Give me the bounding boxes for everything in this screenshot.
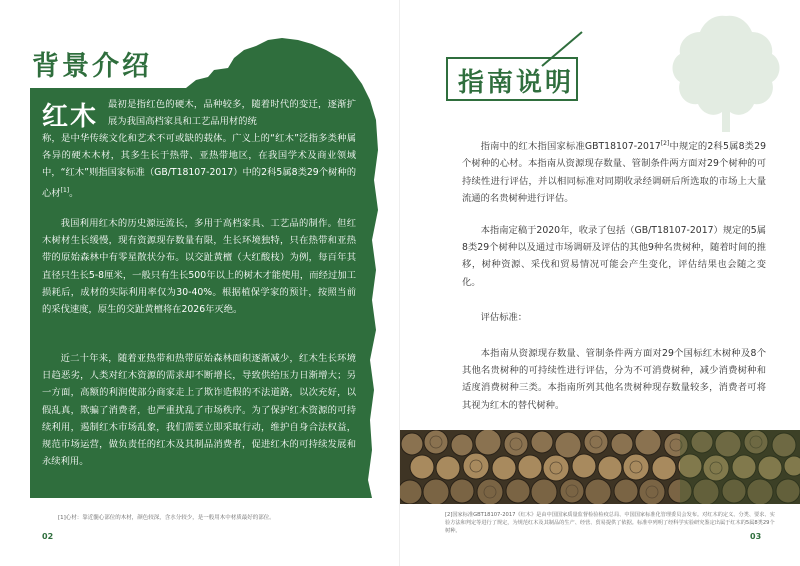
intro-rest-text: 称，是中华传统文化和艺术不可或缺的载体。广义上的“红木”泛指多类种属各异的硬木木材，其多生长于热带、亚热带地区，在我国学术及商业领域中，“红木”则指国家标准（GB/T18107-2017）中的2科5属8类29个树种的心材 (42, 133, 356, 199)
guide-date-paragraph: 本指南定稿于2020年，收录了包括（GB/T18107-2017）规定的5属8类29个树种以及通过市场调研及评估的其他9种名贵树种，随着时间的推移，树种资源、采伐和贸易情况可能会产生变化，评估结果也会随之变化。 (462, 225, 766, 288)
intro-first-line: 最初是指红色的硬木，品种较多，随着时代的变迁，逐渐扩展为我国高档家具和工艺品用材的统 (108, 99, 356, 128)
timber-logs-photo (400, 430, 800, 504)
history-paragraph: 我国利用红木的历史源远流长，多用于高档家具、工艺品的制作。但红木树材生长缓慢，现有资源现存数量有限，生长环境独特，只在热带和亚热带的原始森林中有零星散状分布。以交趾黄檀（大红酸枝）为例，每百年其直径只生长5-8厘米，一般只有生长500年以上的树木才能使用，而经过加工损耗后，成材的实际利用率仅为30-40%。根据植保学家的预计，按照当前的采伐速度，原生的交趾黄檀将在2026年灭绝。 (42, 218, 356, 316)
intro-end: 。 (69, 187, 79, 199)
left-section-title: 背景介绍 (32, 51, 152, 82)
hongmu-heading: 红木 (42, 102, 99, 132)
tree-watermark-icon (666, 8, 786, 138)
left-footnote: [1]心材：靠近髓心部位的木材，颜色较深，含水分较少，是一般用木中材质最好的部位。 (58, 515, 275, 521)
guide-scope-paragraph (462, 135, 766, 207)
criteria-paragraph: 本指南从资源现存数量、管制条件两方面对29个国标红木树种及8个其他名贵树种的可持续性进行评估，分为不可消费树种，减少消费树种和适度消费树种三类。本指南所列其他名贵树种现存数量较多，消费者可将其视为红木的替代树种。 (462, 348, 766, 411)
left-page-number: 02 (42, 532, 54, 541)
guide-scope-b: 中规定的2科5属8类29个树种的心材。本指南从资源现存数量、管制条件两方面对29个树种的可持续性进行评估，并以相同标准对同期收录经调研后所选取的市场上大量流通的名贵树种进行评估。 (462, 141, 766, 204)
guide-scope-a: 指南中的红木指国家标准GBT18107-2017 (480, 141, 661, 153)
footnote-ref-2: [2] (660, 140, 670, 147)
intro-paragraph (42, 130, 356, 202)
right-section-title: 指南说明 (458, 68, 575, 98)
protection-paragraph: 近二十年来，随着亚热带和热带原始森林面积逐渐减少，红木生长环境日趋恶劣，人类对红木资源的需求却不断增长，导致供给压力日渐增大；另一方面，高额的利润使部分商家走上了欺诈造假的不法道路，以次充好，以假乱真，欺骗了消费者，也严重扰乱了市场秩序。为了保护红木资源的可持续利用，遏制红木市场乱象，我们需要立即采取行动，维护自身合法权益，规范市场运营，做负责任的红木及其制品消费者，促进红木的可持续发展和永续利用。 (42, 353, 356, 468)
right-footnote: [2]国家标准GBT18107-2017《红木》是由中国国家质量监督检验检疫总局、中国国家标准化管理委员会发布。对红木的定义、分类、要求、实验方法和判定等进行了规定，为规范红木及其制品的生产、经营、贸易提供了依据。标准中列明了经科学实验研究鉴定出属于红木的5属8类29个树种。 (445, 512, 775, 534)
right-page-number: 03 (750, 532, 762, 541)
footnote-ref-1: [1] (60, 186, 70, 194)
criteria-label: 评估标准： (480, 312, 528, 323)
right-page (400, 0, 800, 566)
